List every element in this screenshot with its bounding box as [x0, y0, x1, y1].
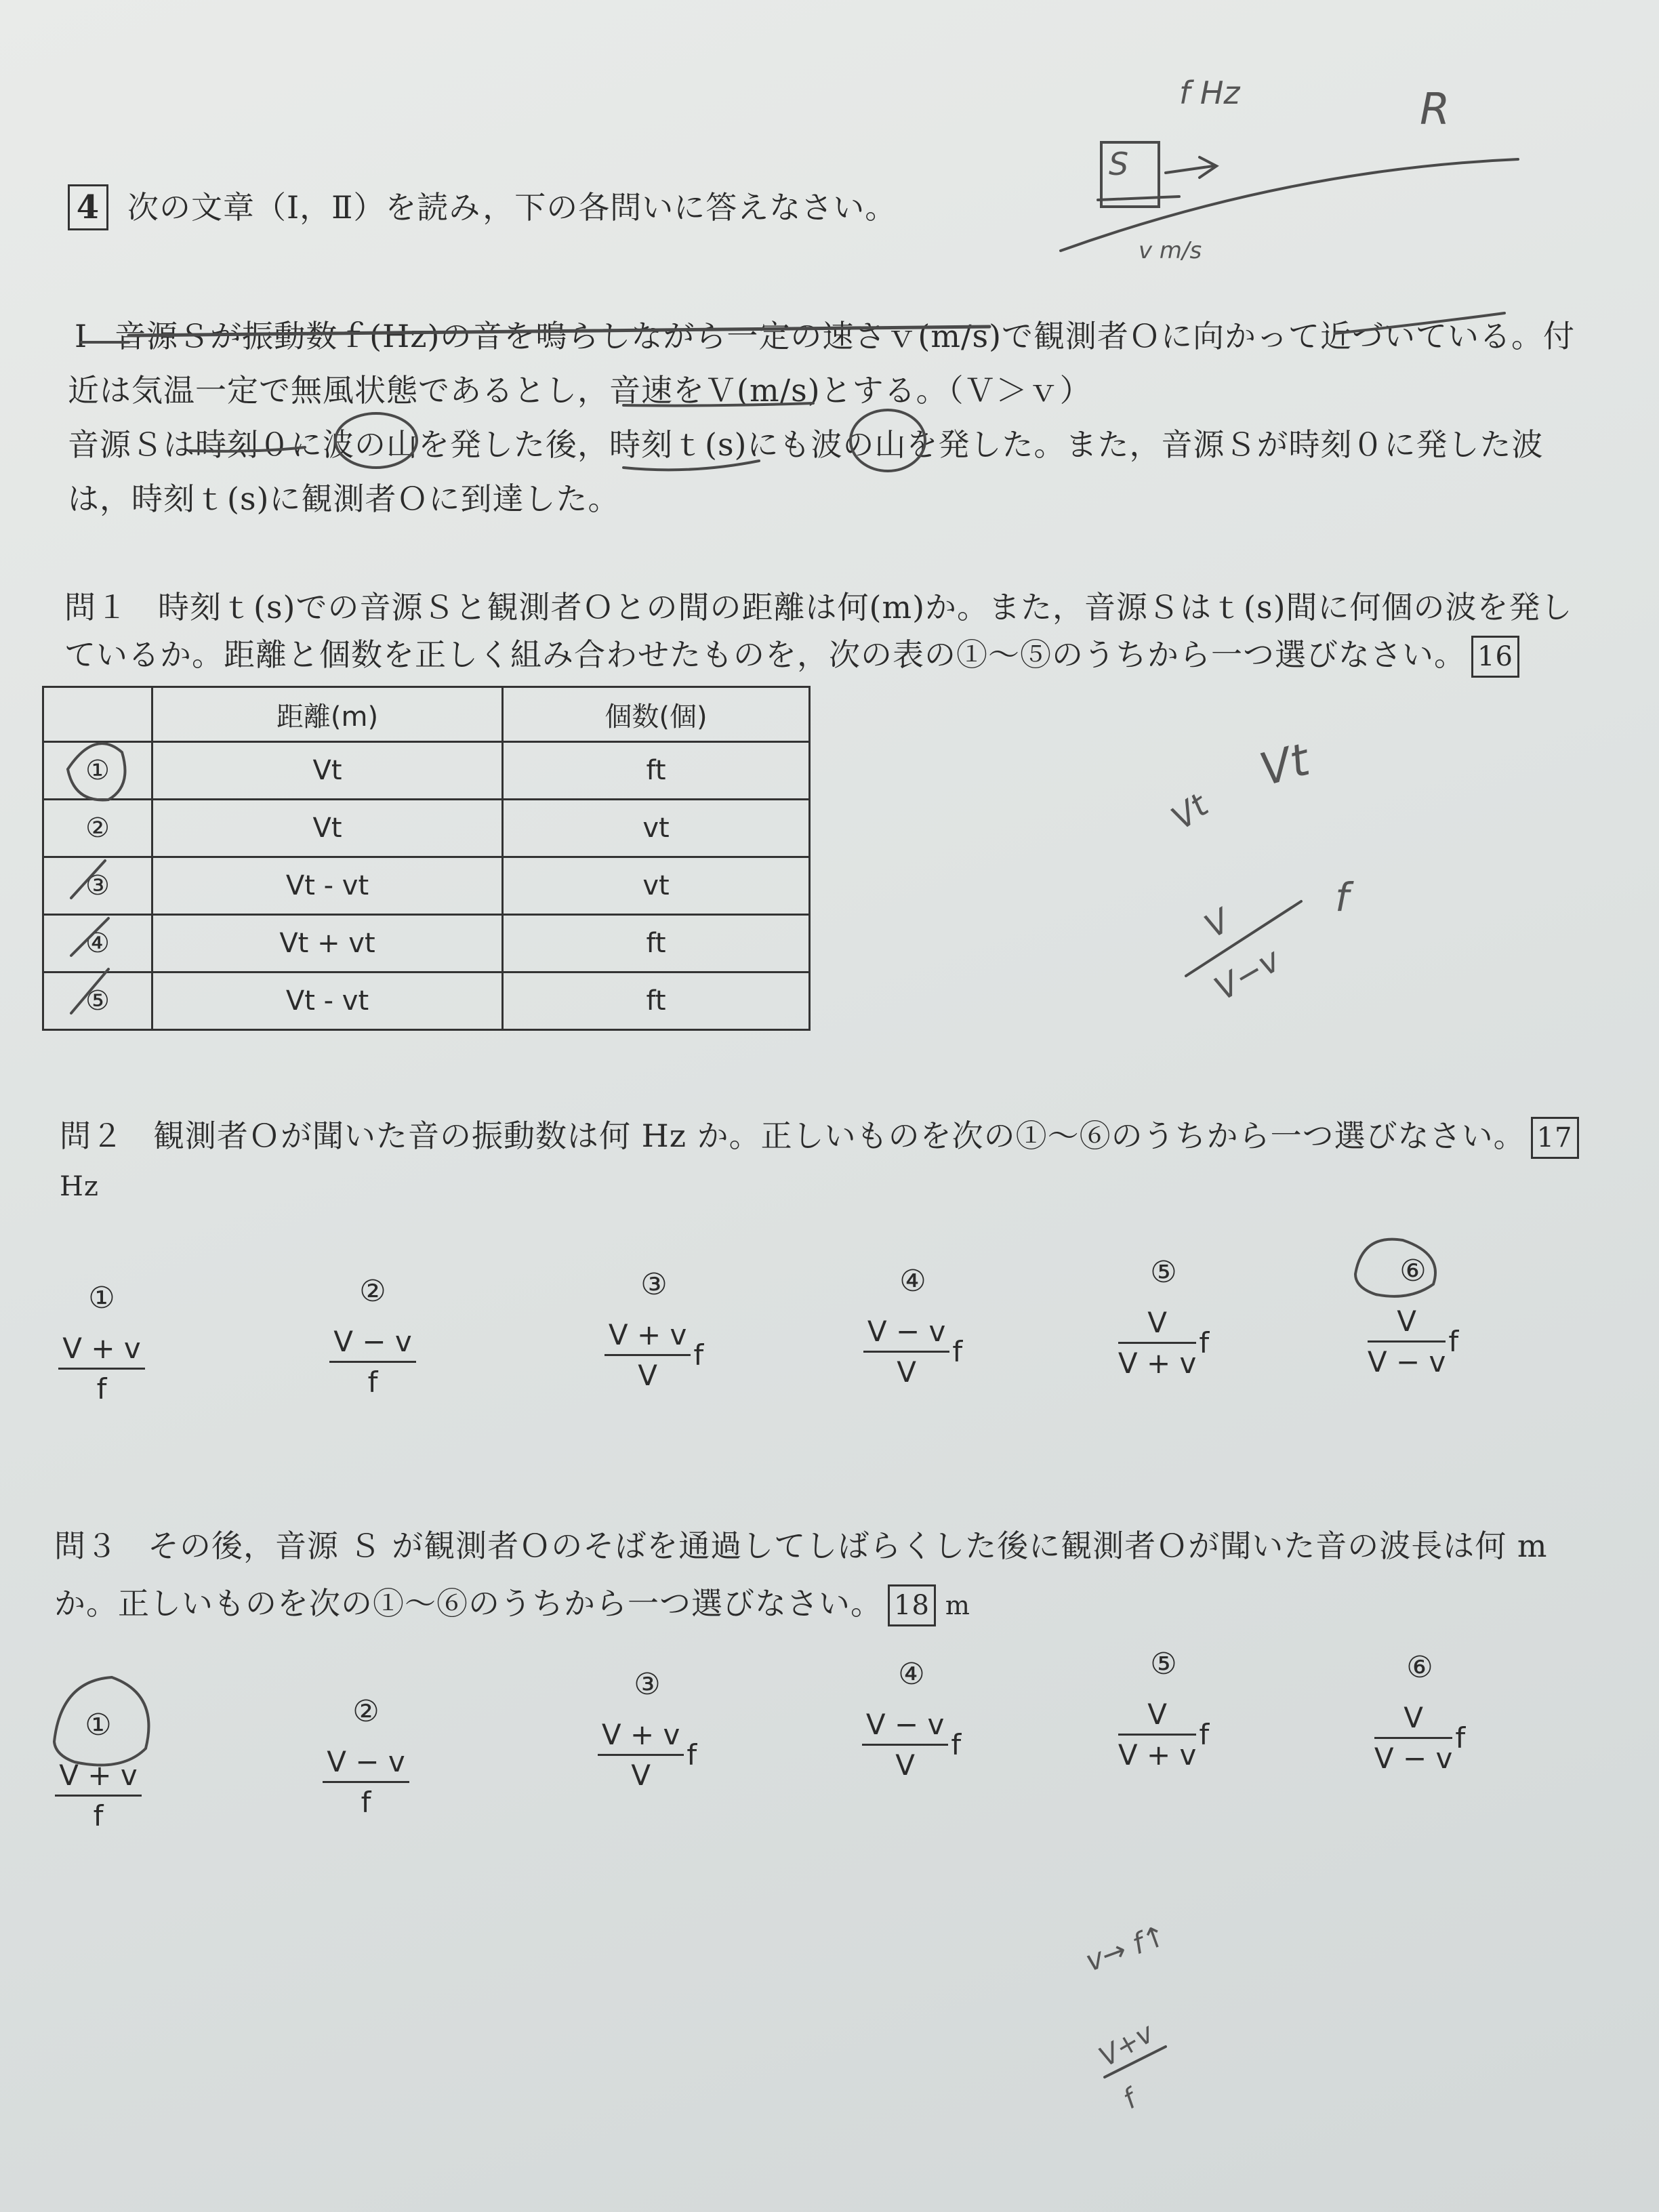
- fraction-denominator: f: [96, 1372, 107, 1406]
- table-cell: ②: [43, 800, 152, 857]
- fraction-denominator: V − v: [1367, 1345, 1446, 1378]
- fraction-denominator: V: [897, 1355, 916, 1389]
- q3-text-1: その後，音源 Ｓ が観測者Ｏのそばを通過してしばらくした後に観測者Ｏが聞いた音の波長は何 m: [148, 1528, 1548, 1564]
- fraction-numerator: V: [1118, 1698, 1196, 1736]
- table-cell: ft: [503, 742, 810, 800]
- option-number: ④: [899, 1264, 926, 1298]
- fraction-multiplier: f: [687, 1738, 697, 1771]
- handwritten-vt-1: Vt: [1164, 786, 1216, 838]
- fraction-denominator: f: [367, 1366, 378, 1399]
- handwritten-bottom-fraction-den: f: [1118, 2083, 1142, 2116]
- fraction-line-mark: [1186, 901, 1301, 976]
- option-number: ⑥: [1399, 1254, 1427, 1288]
- fraction-denominator: V + v: [1118, 1347, 1197, 1380]
- option-number: ⑤: [1150, 1647, 1177, 1681]
- handwritten-vt-2: Vt: [1254, 733, 1315, 796]
- handwritten-bottom-note: v→ f↑: [1081, 1918, 1172, 1978]
- fraction-multiplier: f: [1455, 1721, 1466, 1755]
- option-number: ③: [634, 1667, 661, 1702]
- fraction-multiplier: f: [1448, 1325, 1459, 1358]
- handwritten-frequency: f Hz: [1179, 75, 1240, 111]
- ground-line-mark: [1061, 159, 1518, 251]
- cross-mark: [71, 861, 105, 898]
- underline-mark: [1335, 313, 1504, 333]
- q1-text-1: 時刻ｔ(s)での音源Ｓと観測者Ｏとの間の距離は何(m)か。また，音源Ｓはｔ(s)間に何個の波を発し: [158, 589, 1573, 626]
- fraction-multiplier: f: [693, 1338, 704, 1372]
- q1-label: 問１: [64, 589, 128, 626]
- table-cell: Vt - vt: [152, 857, 503, 915]
- fraction-denominator: V − v: [1374, 1742, 1453, 1775]
- section-number: 4: [68, 184, 108, 230]
- passage-line-3: 音源Ｓは時刻０に波の山を発した後，時刻ｔ(s)にも波の山を発した。また，音源Ｓが時刻０に発した波: [68, 426, 1544, 463]
- fraction-multiplier: f: [1199, 1718, 1210, 1751]
- table-header-cell: 個数(個): [503, 687, 810, 742]
- q3-text-2: か。正しいものを次の①～⑥のうちから一つ選びなさい。: [54, 1585, 882, 1622]
- underline-mark: [623, 403, 813, 406]
- fraction-numerator: V + v: [598, 1718, 684, 1756]
- fraction-numerator: V: [1118, 1306, 1196, 1344]
- fraction-multiplier: f: [951, 1728, 962, 1761]
- option-number: ③: [640, 1267, 668, 1302]
- fraction-denominator: V: [638, 1359, 657, 1392]
- section-instruction: 次の文章（Ⅰ，Ⅱ）を読み，下の各問いに答えなさい。: [127, 189, 897, 226]
- option-number: ①: [85, 1708, 112, 1742]
- option-number: ②: [352, 1694, 380, 1729]
- fraction-numerator: V: [1368, 1305, 1446, 1343]
- fraction-numerator: V + v: [605, 1318, 691, 1356]
- fraction-numerator: V + v: [55, 1759, 141, 1797]
- circle-mark: [54, 1677, 148, 1765]
- q1-text-2: ているか。距離と個数を正しく組み合わせたものを，次の表の①～⑤のうちから一つ選びなさい。: [64, 636, 1466, 673]
- underline-mark: [623, 461, 759, 470]
- fraction-line-mark: [1105, 2047, 1166, 2077]
- table-cell: ft: [503, 972, 810, 1030]
- underline-mark: [1098, 197, 1179, 200]
- circle-mark: [851, 410, 925, 471]
- table-cell: ④: [43, 915, 152, 972]
- table-cell: Vt: [152, 742, 503, 800]
- option-number: ②: [359, 1274, 386, 1309]
- fraction-denominator: f: [93, 1799, 104, 1832]
- passage-label: Ⅰ: [75, 318, 88, 354]
- handwritten-bottom-fraction-num: V+v: [1094, 2017, 1160, 2074]
- q3-unit: m: [945, 1591, 970, 1620]
- table-cell: ⑤: [43, 972, 152, 1030]
- option-number: ④: [898, 1657, 925, 1692]
- table-cell: ①: [43, 742, 152, 800]
- option-number: ①: [88, 1281, 115, 1315]
- fraction-numerator: V − v: [863, 1315, 949, 1353]
- option-number: ⑥: [1406, 1650, 1433, 1685]
- passage-line-2: 近は気温一定で無風状態であるとし，音速をＶ(m/s)とする。（Ｖ＞ｖ）: [68, 372, 1092, 409]
- fraction-multiplier: f: [1199, 1326, 1210, 1359]
- table-header-cell: 距離(m): [152, 687, 503, 742]
- fraction-numerator: V: [1374, 1701, 1452, 1739]
- option-number: ⑤: [1150, 1255, 1177, 1290]
- table-cell: vt: [503, 800, 810, 857]
- q3-answer-box: 18: [888, 1584, 936, 1626]
- q2-unit: Hz: [60, 1171, 99, 1202]
- table-cell: ft: [503, 915, 810, 972]
- cross-mark: [71, 969, 108, 1013]
- fraction-numerator: V − v: [323, 1745, 409, 1783]
- handwritten-source: S: [1109, 146, 1129, 182]
- underline-mark: [190, 447, 305, 451]
- q2-text: 観測者Ｏが聞いた音の振動数は何 Hz か。正しいものを次の①～⑥のうちから一つ選びなさい。: [153, 1118, 1525, 1154]
- passage-line-4: は，時刻ｔ(s)に観測者Ｏに到達した。: [68, 480, 620, 517]
- fraction-numerator: V + v: [58, 1332, 144, 1370]
- fraction-denominator: V: [895, 1748, 915, 1782]
- handwritten-fraction-num: V: [1198, 901, 1237, 946]
- circle-mark: [1355, 1240, 1435, 1296]
- passage-text-1: 音源Ｓが振動数ｆ(Hz)の音を鳴らしながら一定の速さｖ(m/s)で観測者Ｏに向かって近づいている。付: [115, 318, 1576, 354]
- table-cell: Vt - vt: [152, 972, 503, 1030]
- q3-label: 問３: [54, 1528, 118, 1564]
- table-cell: Vt: [152, 800, 503, 857]
- table-cell: ③: [43, 857, 152, 915]
- circle-mark: [335, 413, 417, 468]
- fraction-numerator: V − v: [329, 1325, 415, 1363]
- handwritten-fraction-den: V−v: [1208, 941, 1287, 1008]
- q1-answer-box: 16: [1471, 636, 1519, 678]
- fraction-numerator: V − v: [862, 1708, 948, 1746]
- fraction-denominator: V + v: [1118, 1738, 1197, 1771]
- handwritten-r: R: [1420, 85, 1450, 135]
- table-cell: vt: [503, 857, 810, 915]
- handwritten-speed: v m/s: [1139, 237, 1202, 264]
- strike-through-mark: [129, 327, 989, 335]
- table-cell: Vt + vt: [152, 915, 503, 972]
- fraction-denominator: f: [361, 1786, 371, 1819]
- q2-answer-box: 17: [1531, 1117, 1579, 1159]
- circle-mark: [68, 743, 125, 800]
- cross-mark: [71, 918, 108, 956]
- handwritten-f: f: [1335, 874, 1349, 920]
- q2-label: 問２: [60, 1118, 123, 1154]
- fraction-multiplier: f: [952, 1335, 963, 1368]
- fraction-denominator: V: [631, 1759, 651, 1792]
